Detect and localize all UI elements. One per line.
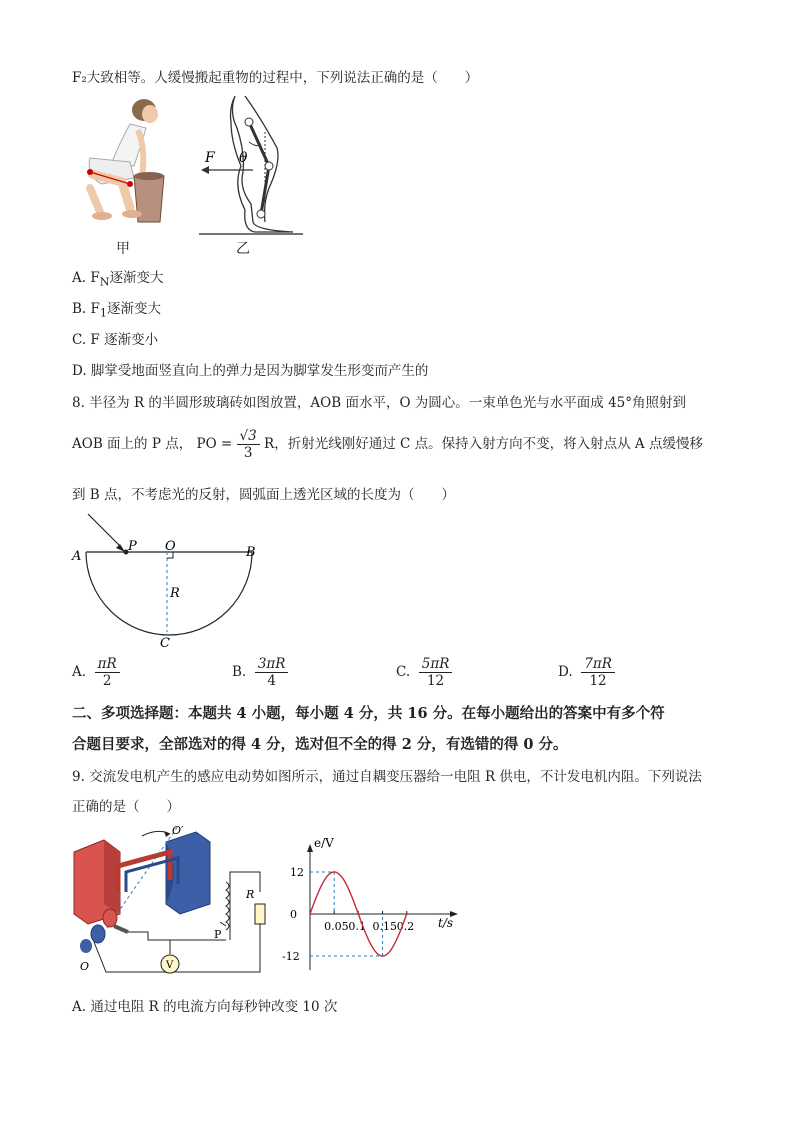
q8-option-b: B. $\frac{3\pi R}{4}$ — [232, 656, 288, 689]
axis-O-label: O — [80, 960, 90, 973]
q9-line1: 9. 交流发电机产生的感应电动势如图所示，通过自耦变压器给一电阻 R 供电，不计发电机内阻。下列说法 — [72, 769, 702, 785]
q8-option-d: D. $\frac{7\pi R}{12}$ — [558, 656, 615, 689]
chart-ylabel: e/V — [314, 836, 334, 850]
fig-yi-label: 乙 — [236, 241, 250, 257]
point-O-label: O — [165, 539, 176, 554]
q7-option-d: D. 脚掌受地面竖直向上的弹力是因为脚掌发生形变而产生的 — [72, 363, 429, 379]
chart-xlabel: t/s — [438, 916, 454, 930]
point-P-label: P — [128, 539, 137, 554]
x-tick-label: 0.1 — [348, 920, 366, 933]
section2-line1: 二、多项选择题：本题共 4 小题，每小题 4 分，共 16 分。在每小题给出的答案中有多个符 — [72, 705, 665, 722]
x-tick-label: 0.05 — [324, 920, 349, 933]
q8-line3: 到 B 点，不考虑光的反射，圆弧面上透光区域的长度为（ ） — [72, 487, 456, 503]
q8-option-c: C. $\frac{5\pi R}{12}$ — [396, 656, 452, 689]
y-tick-label: 12 — [290, 866, 304, 879]
y-tick-label: 0 — [290, 908, 297, 921]
x-tick-label: 0.2 — [396, 920, 415, 933]
q7-option-b: B. $F_1$逐渐变大 — [72, 301, 162, 320]
theta-label: θ — [239, 150, 248, 166]
q9-generator-figure — [70, 822, 280, 977]
q7-option-a: A. $F_N$逐渐变大 — [72, 270, 164, 289]
q8-line1: 8. 半径为 R 的半圆形玻璃砖如图放置，AOB 面水平，O 为圆心。一束单色光与水平面成 45°角照射到 — [72, 395, 687, 411]
q9-line2: 正确的是（ ） — [72, 799, 180, 815]
force-F-label: F — [205, 150, 215, 166]
q7-figure-jia — [72, 92, 172, 262]
q8-option-a: A. $\frac{\pi R}{2}$ — [72, 656, 120, 689]
resistor-R-label: R — [246, 888, 255, 901]
fig-jia-label: 甲 — [116, 241, 130, 257]
radius-R-label: R — [170, 586, 180, 601]
q7-stem: F₂大致相等。人缓慢搬起重物的过程中，下列说法正确的是（ ） — [72, 70, 479, 86]
point-A-label: A — [72, 549, 82, 564]
q9-option-a: A. 通过电阻 R 的电流方向每秒钟改变 10 次 — [72, 999, 338, 1015]
point-C-label: C — [160, 636, 170, 651]
q7-figure-yi — [195, 92, 305, 242]
q7-option-c: C. F 逐渐变小 — [72, 332, 159, 348]
point-B-label: B — [246, 545, 256, 560]
voltmeter-V-label: V — [166, 960, 174, 971]
axis-O-prime-label: O′ — [172, 824, 184, 837]
x-tick-label: 0.15 — [372, 920, 398, 933]
section2-line2: 合题目要求，全部选对的得 4 分，选对但不全的得 2 分，有选错的得 0 分。 — [72, 736, 568, 753]
q8-line2: AOB 面上的 P 点， PO = $\frac{√3}{3}$ R，折射光线刚好通过 C 点。保持入射方向不变，将入射点从 A 点缓慢移 — [72, 428, 703, 461]
q9-emf-chart — [284, 834, 464, 984]
slider-P-label: P — [214, 928, 222, 941]
y-tick-label: -12 — [282, 950, 300, 963]
q8-semicircle-figure — [70, 508, 270, 650]
y-axis-arrow — [307, 844, 313, 852]
